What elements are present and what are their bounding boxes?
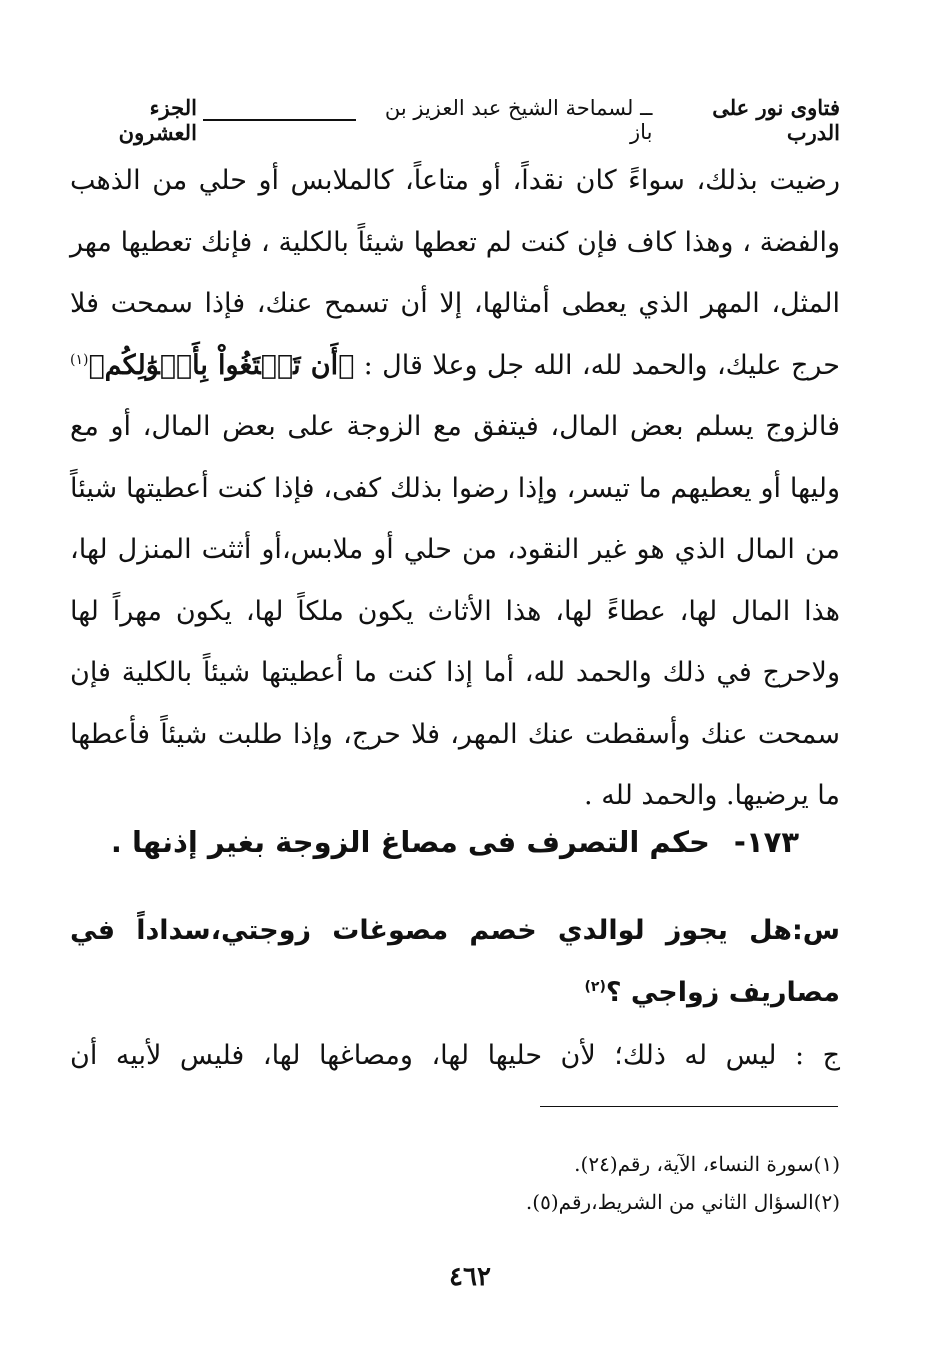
header-book-title: فتاوى نور على الدرب <box>712 95 840 145</box>
footnote-item: (٢)السؤال الثاني من الشريط،رقم(٥). <box>525 1190 840 1214</box>
question-paragraph <box>70 900 840 1024</box>
answer-paragraph <box>70 1025 840 1087</box>
header-rule <box>203 119 356 121</box>
footnote-separator <box>540 1106 838 1107</box>
question-footnote-ref: (٢) <box>584 979 606 995</box>
running-header <box>70 95 840 145</box>
body-text-after-verse: فالزوج يسلم بعض المال، فيتفق مع الزوجة على بعض المال، أو مع وليها أو يعطيهم ما تيسر، وإذا رضوا بذلك كفى، فإذا كنت أعطيتها شيئاً من المال الذي هو غير النقود، من حلي أو ملابس،أو أثثت المنزل لها، هذا المال لها، عطاءً لها، هذا الأثاث يكون ملكاً لها، يكون مهراً لها ولاحرج في ذلك والحمد لله، أما إذا كنت ما أعطيتها شيئاً بالكلية فإن سمحت عنك وأسقطت عنك المهر، فلا حرج، وإذا طلبت شيئاً فأعطها ما يرضيها. والحمد لله . <box>70 411 840 811</box>
body-text-before-verse: رضيت بذلك، سواءً كان نقداً، أو متاعاً، كالملابس أو حلي من الذهب والفضة ، وهذا كاف فإن كنت لم تعطها شيئاً بالكلية ، فإنك تعطيها مهر المثل، المهر الذي يعطى أمثالها، إلا أن تسمح عنك، فإذا سمحت فلا حرج عليك، والحمد لله، الله جل وعلا قال : <box>70 165 840 381</box>
header-volume: الجزء العشرون <box>118 95 197 145</box>
header-author: ــ لسماحة الشيخ عبد العزيز بن باز <box>384 96 653 144</box>
question-text: س:هل يجوز لوالدي خصم مصوغات زوجتي،سداداً في مصاريف زواجي ؟ <box>70 915 840 1008</box>
section-heading <box>70 825 840 859</box>
section-number: ١٧٣- <box>733 825 800 859</box>
body-text <box>70 150 840 827</box>
footnote-item: (١)سورة النساء، الآية، رقم(٢٤). <box>574 1152 840 1176</box>
answer-text: ج : ليس له ذلك؛ لأن حليها لها، ومصاغها لها، فليس لأبيه أن <box>70 1040 840 1071</box>
footnotes <box>70 1145 840 1221</box>
body-paragraph <box>70 150 840 827</box>
section-title: حكم التصرف فى مصاغ الزوجة بغير إذنها . <box>110 825 710 859</box>
quran-verse: ﴿أَن تَبۡتَغُواْ بِأَمۡوَٰلِكُم﴾ <box>88 349 355 381</box>
header-title-group <box>197 95 840 145</box>
verse-footnote-ref: (١) <box>70 351 89 368</box>
page-number: ٤٦٢ <box>449 1262 491 1292</box>
